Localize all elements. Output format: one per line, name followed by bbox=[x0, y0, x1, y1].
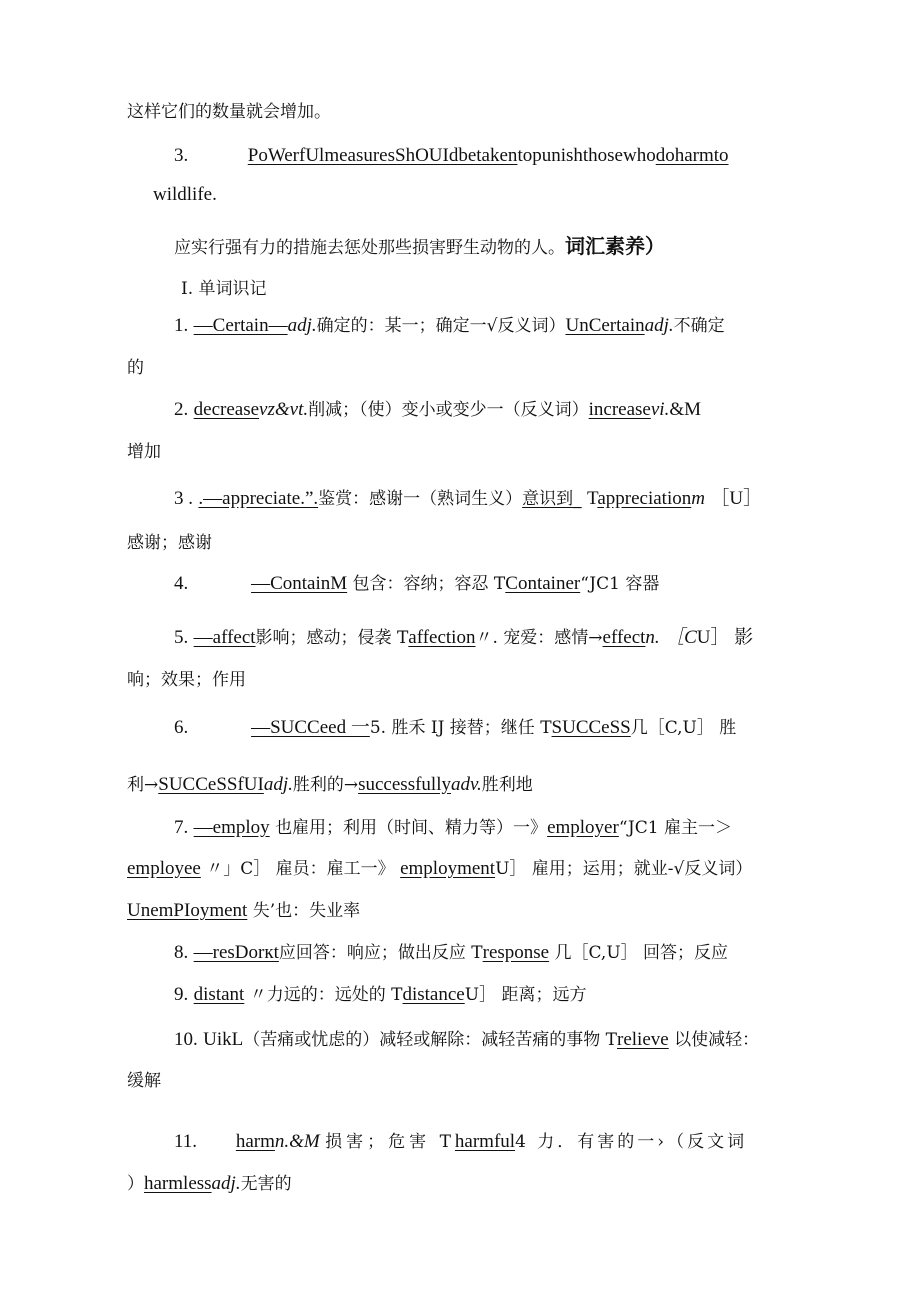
vocab-word: employer bbox=[547, 817, 619, 838]
vocab-word: harmful bbox=[454, 1131, 516, 1152]
definition: U］ 雇用；运用；就业-√反义词） bbox=[495, 859, 753, 879]
item-number: 10. bbox=[174, 1029, 198, 1050]
underlined-phrase: PoWerfUlmeasuresShOUIdbetaken bbox=[247, 145, 518, 166]
vocab-word: —affect bbox=[193, 627, 256, 648]
vocab-word: employee bbox=[127, 858, 201, 879]
definition: 胜利地 bbox=[481, 775, 533, 795]
definition: ） bbox=[127, 1174, 144, 1194]
vocab-word: —Certain— bbox=[193, 315, 288, 336]
countability: ［U］ bbox=[710, 488, 763, 509]
definition: 〃力远的：远处的 T bbox=[249, 985, 403, 1005]
part-of-speech: n. bbox=[645, 627, 660, 648]
text-line bbox=[127, 440, 161, 464]
definition: 响；效果；作用 bbox=[127, 670, 246, 690]
vocab-word: SUCCeSS bbox=[551, 717, 631, 738]
vocab-item bbox=[174, 941, 728, 965]
vocab-word: harm bbox=[235, 1131, 275, 1152]
definition: 影响；感动；侵袭 T bbox=[255, 628, 409, 648]
text-segment: 应实行强有力的措施去惩处那些损害野生动物的人。 bbox=[174, 238, 565, 258]
vocab-word: effect bbox=[602, 627, 646, 648]
item-number: 8. bbox=[174, 942, 189, 963]
vocab-item bbox=[174, 1028, 759, 1052]
text-line bbox=[127, 1172, 292, 1196]
definition: “JC1 雇主一＞ bbox=[618, 818, 732, 838]
text-line bbox=[127, 668, 246, 692]
text-line bbox=[127, 1069, 161, 1093]
vocab-word: —resDorкt bbox=[193, 942, 279, 963]
definition: 几［C,U］ 回答；反应 bbox=[554, 943, 729, 963]
definition: （苦痛或忧虑的）减轻或解除：减轻苦痛的事物 T bbox=[243, 1030, 618, 1050]
vocab-word: employment bbox=[400, 858, 496, 879]
vocab-word: UnemPIoyment bbox=[127, 900, 248, 921]
underlined-phrase: doharmto bbox=[655, 145, 729, 166]
text-line bbox=[127, 531, 212, 555]
item-number: 2. bbox=[174, 399, 189, 420]
definition: 损害；危害 T bbox=[325, 1132, 455, 1152]
part-of-speech: vz&vt. bbox=[259, 399, 309, 420]
definition: 感谢；感谢 bbox=[127, 533, 212, 553]
definition: 胜利的→ bbox=[292, 775, 359, 795]
definition: 不确定 bbox=[673, 316, 725, 336]
subsection-heading bbox=[181, 277, 267, 301]
section-heading: 词汇素养） bbox=[565, 234, 665, 258]
definition: U］ 距离；远方 bbox=[464, 985, 587, 1005]
definition: 〃. 宠爱：感情→ bbox=[475, 628, 603, 648]
definition: 缓解 bbox=[127, 1071, 161, 1091]
vocab-item bbox=[174, 816, 732, 840]
definition: 确定的：某一；确定一√反义词） bbox=[316, 316, 566, 336]
definition: 应回答：响应；做出反应 T bbox=[278, 943, 483, 963]
vocab-item bbox=[174, 626, 753, 650]
item-number: 11. bbox=[174, 1131, 198, 1152]
vocab-word: SUCCeSSfUI bbox=[158, 774, 264, 795]
vocab-word: UnCertain bbox=[565, 315, 645, 336]
definition: 几［C,U］ 胜 bbox=[630, 718, 737, 738]
definition: 也雇用；利用（时间、精力等）一》 bbox=[275, 818, 548, 838]
part-of-speech: vi. bbox=[650, 399, 670, 420]
vocab-word: relieve bbox=[617, 1029, 669, 1050]
item-number: 9. bbox=[174, 984, 189, 1005]
vocab-item bbox=[174, 716, 736, 740]
vocab-item bbox=[174, 572, 659, 596]
vocab-word: decrease bbox=[193, 399, 260, 420]
part-of-speech: n.&M bbox=[274, 1131, 320, 1152]
definition: “JC1 容器 bbox=[580, 574, 660, 594]
text-line bbox=[127, 356, 144, 380]
part-of-speech: adj. bbox=[211, 1173, 241, 1194]
text-line bbox=[153, 183, 217, 207]
text-segment: 这样它们的数量就会增加。 bbox=[127, 102, 331, 122]
vocab-word: distant bbox=[193, 984, 245, 1005]
item-number: 5. bbox=[174, 627, 189, 648]
text-segment: I. 单词识记 bbox=[181, 279, 267, 299]
vocab-item bbox=[174, 314, 725, 338]
item-number: 7. bbox=[174, 817, 189, 838]
item-number: 3. bbox=[174, 145, 189, 166]
item-number: 6. bbox=[174, 717, 189, 738]
text-line bbox=[127, 857, 752, 881]
part-of-speech: &M bbox=[669, 399, 702, 420]
definition: 失’也：失业率 bbox=[252, 901, 361, 921]
text-line bbox=[127, 773, 533, 797]
definition: 5. 胜禾 IJ 接替；继任 T bbox=[369, 718, 552, 738]
text-line bbox=[127, 100, 331, 124]
vocab-word: Container bbox=[505, 573, 581, 594]
definition: 4 力．有害的一›（反文词 bbox=[515, 1132, 748, 1152]
vocab-word: response bbox=[482, 942, 550, 963]
part-of-speech: m bbox=[691, 488, 705, 509]
countability: ［C bbox=[665, 627, 697, 648]
underlined-phrase: 意识到_ bbox=[522, 489, 582, 509]
definition: 增加 bbox=[127, 442, 161, 462]
definition: 〃」C］ 雇员：雇工一》 bbox=[206, 859, 395, 879]
vocab-word: affection bbox=[408, 627, 476, 648]
vocab-word: —ContainM bbox=[251, 573, 348, 594]
definition: 以使减轻： bbox=[674, 1030, 760, 1050]
vocab-item bbox=[174, 983, 586, 1007]
item-number: 1. bbox=[174, 315, 189, 336]
definition: 鉴赏：感谢一（熟词生义） bbox=[318, 489, 523, 509]
vocab-word: successfully bbox=[358, 774, 451, 795]
definition: 利→ bbox=[127, 775, 159, 795]
vocab-word: UikL bbox=[203, 1029, 244, 1050]
vocab-word: increase bbox=[588, 399, 651, 420]
vocab-item bbox=[174, 487, 762, 511]
arrow-marker: T bbox=[587, 488, 598, 509]
vocab-word: harmless bbox=[144, 1173, 212, 1194]
text-segment: wildlife. bbox=[153, 184, 217, 205]
vocab-word: —employ bbox=[193, 817, 270, 838]
text-line bbox=[127, 899, 360, 923]
vocab-item bbox=[174, 1130, 747, 1154]
definition: 的 bbox=[127, 358, 144, 378]
part-of-speech: adj. bbox=[644, 315, 674, 336]
part-of-speech: adj. bbox=[263, 774, 293, 795]
definition: 包含：容纳；容忍 T bbox=[352, 574, 506, 594]
vocab-item bbox=[174, 398, 701, 422]
definition: 无害的 bbox=[240, 1174, 292, 1194]
vocab-word: appreciation bbox=[597, 488, 692, 509]
part-of-speech: adv. bbox=[450, 774, 482, 795]
definition: U］ 影 bbox=[696, 627, 754, 648]
sentence-3 bbox=[174, 144, 729, 168]
vocab-word: .—appreciate.”. bbox=[198, 488, 319, 509]
vocab-word: —SUCCeed 一 bbox=[251, 717, 370, 738]
vocab-word: distance bbox=[402, 984, 465, 1005]
item-number: 4. bbox=[174, 573, 189, 594]
item-number: 3 . bbox=[174, 488, 193, 509]
text-segment: topunishthosewho bbox=[517, 145, 656, 166]
definition: 削减；（使）变小或变少一（反义词） bbox=[308, 400, 589, 420]
part-of-speech: adj. bbox=[287, 315, 317, 336]
translation-line bbox=[174, 234, 665, 260]
